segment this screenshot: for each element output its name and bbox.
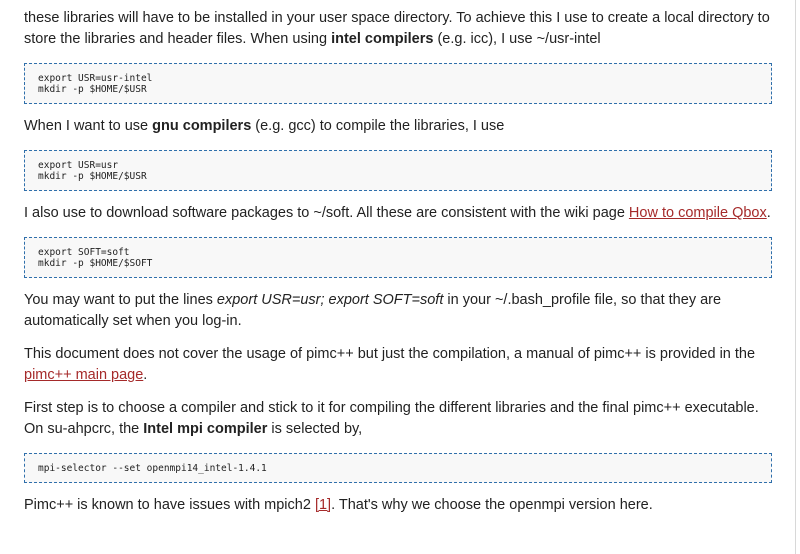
code-block-usr-intel: export USR=usr-intel mkdir -p $HOME/$USR [24, 63, 772, 104]
paragraph-mpich2 [24, 495, 772, 516]
italic-text: export USR=usr; export SOFT=soft [216, 292, 444, 308]
text: You may want to put the lines [24, 292, 217, 308]
text: is selected by, [267, 421, 363, 437]
code-block-soft: export SOFT=soft mkdir -p $HOME/$SOFT [24, 237, 772, 278]
text: When I want to use [24, 118, 153, 134]
code-block-usr: export USR=usr mkdir -p $HOME/$USR [24, 150, 772, 191]
bold-text: gnu compilers [152, 118, 252, 134]
text: This document does not cover the usage of pimc++ but just the compilation, a manual of pimc++ is provided in the [24, 346, 756, 362]
text: First step is to choose a compiler and stick to it for compiling the different libraries and the final pimc++ executable. On su-ahpcrc, the [24, 400, 759, 437]
text: (e.g. gcc) to compile the libraries, I use [251, 118, 505, 134]
paragraph-intel-intro [24, 8, 772, 50]
text: in your ~/.bash_profile file, so that they are automatically set when you log-in. [24, 292, 722, 329]
text: these libraries will have to be installed in your user space directory. To achieve this I use to create a local directory to store the libraries and header files. When using [24, 10, 770, 47]
page-right-border [795, 0, 796, 554]
paragraph-manual [24, 344, 772, 386]
code-block-mpi-selector: mpi-selector --set openmpi14_intel-1.4.1 [24, 453, 772, 483]
bold-text: intel compilers [331, 31, 434, 47]
text: Pimc++ is known to have issues with mpich2 [24, 497, 315, 513]
bold-text: Intel mpi compiler [143, 421, 268, 437]
text: I also use to download software packages to ~/soft. All these are consistent with the wiki page [24, 205, 629, 221]
link-how-to-compile-qbox[interactable]: How to compile Qbox [628, 205, 767, 221]
paragraph-bash-profile [24, 290, 772, 332]
text: . [143, 367, 148, 383]
paragraph-soft [24, 203, 772, 224]
link-reference-1[interactable]: [1] [314, 497, 332, 513]
text: (e.g. icc), I use ~/usr-intel [433, 31, 601, 47]
paragraph-compiler-choice [24, 398, 772, 440]
paragraph-gnu [24, 116, 772, 137]
link-pimc-main-page[interactable]: pimc++ main page [24, 367, 144, 383]
text: . That's why we choose the openmpi version here. [331, 497, 653, 513]
text: . [766, 205, 771, 221]
